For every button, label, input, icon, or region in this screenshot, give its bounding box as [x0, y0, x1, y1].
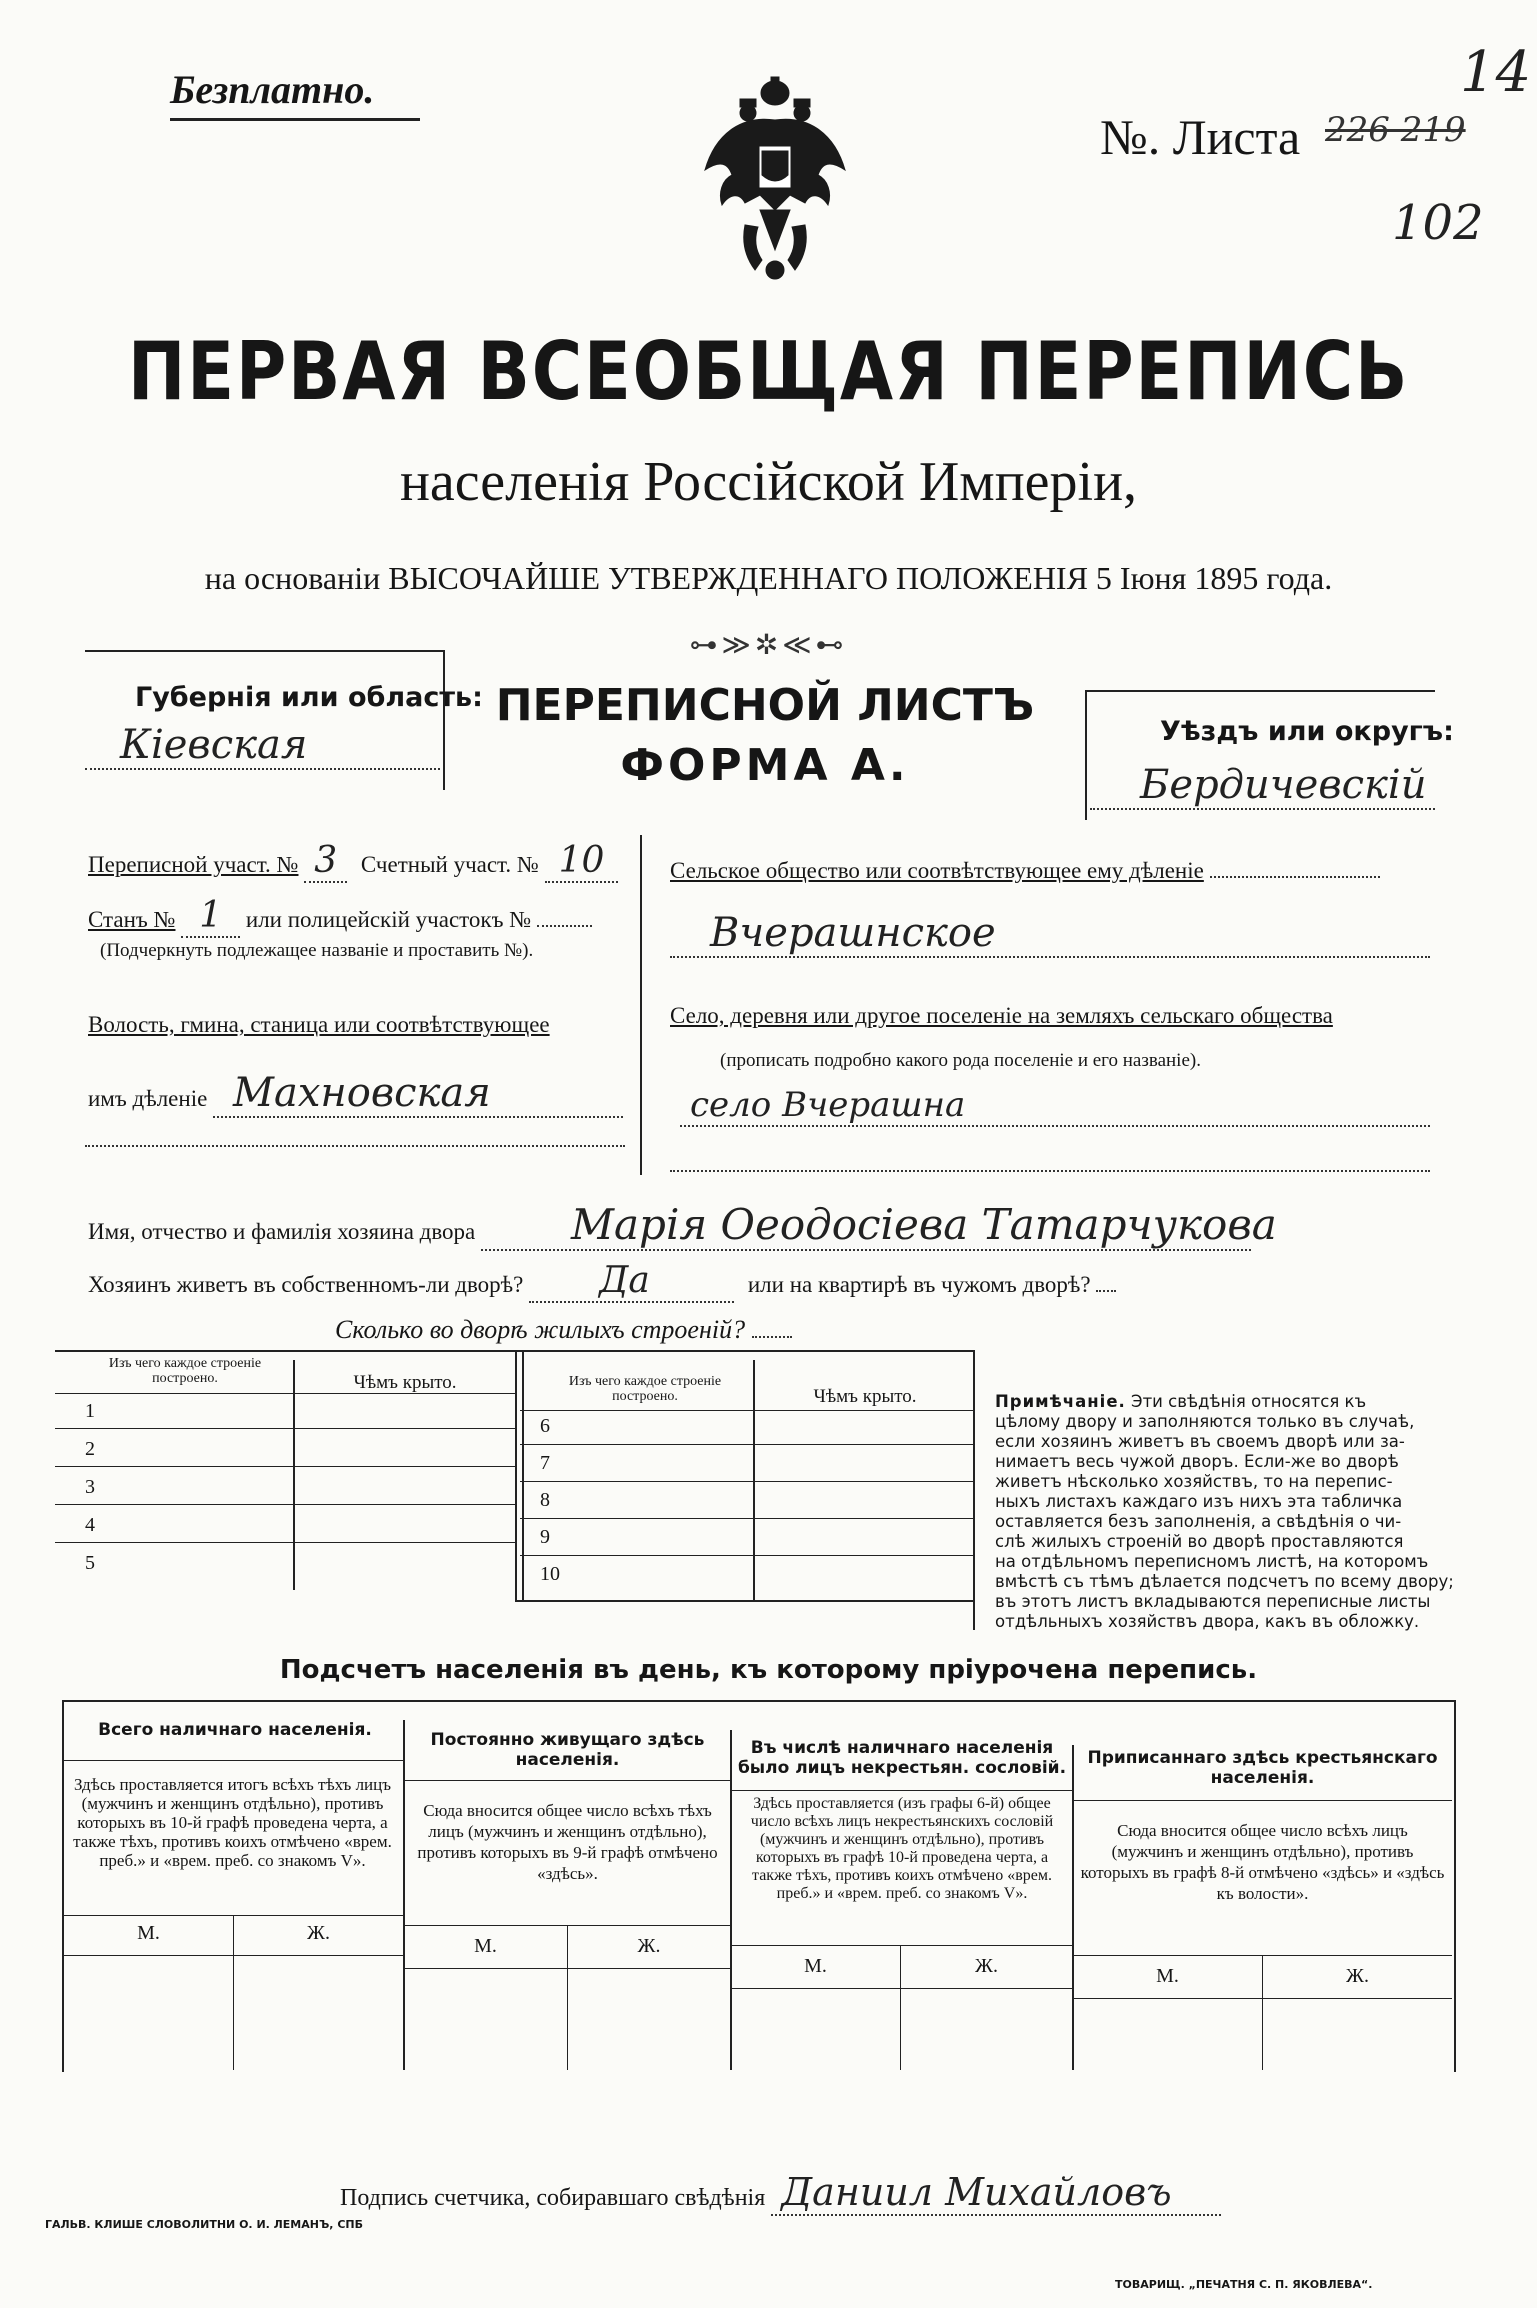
police-label: или полицейскій участокъ №	[245, 907, 532, 932]
free-of-charge-label: Безплатно.	[170, 67, 375, 112]
village-dotted-line-2	[670, 1170, 1430, 1172]
count-col-desc: Сюда вносится общее число всѣхъ лицъ (мужчинъ и женщинъ отдѣльно), противъ которыхъ въ графѣ 8-й отмѣчено «здѣсь» и «здѣсь къ волости».	[1080, 1821, 1445, 1903]
count-head-rule	[404, 1780, 730, 1781]
society-row	[670, 858, 1380, 884]
buildings-table-double-divider	[515, 1350, 524, 1600]
count-m-label: М.	[1156, 1965, 1179, 1987]
owner-residence-row	[88, 1260, 1116, 1303]
count-f-label: Ж.	[975, 1955, 998, 1977]
gubernia-label: Губернія или область:	[135, 682, 483, 713]
table-row: 4	[85, 1514, 95, 1536]
remark-line: на отдѣльномъ переписномъ листѣ, на которомъ	[995, 1552, 1429, 1571]
count-title: Подсчетъ населенія въ день, къ которому пріурочена перепись.	[279, 1655, 1258, 1685]
count-col-divider-1	[403, 1720, 405, 2070]
signature-row	[340, 2170, 1221, 2216]
corner-mark: 14	[1460, 40, 1532, 105]
count-mf-rule	[404, 1968, 730, 1969]
remark-line: слѣ жилыхъ строеній во дворѣ проставляются	[995, 1532, 1404, 1551]
row-rule	[55, 1504, 515, 1505]
table-row: 8	[540, 1489, 550, 1511]
left-header-rule	[55, 1393, 515, 1394]
count-col-head: Постоянно живущаго здѣсь населенія.	[430, 1730, 705, 1770]
census-subtitle: населенія Россійской Имперіи,	[399, 451, 1138, 513]
count-col-head: Въ числѣ наличнаго населенія было лицъ некрестьян. сословій.	[737, 1738, 1067, 1778]
remark-line: нимаетъ весь чужой дворъ. Если-же во дворѣ	[995, 1452, 1399, 1471]
right-header-rule	[520, 1410, 973, 1411]
gubernia-value: Кіевская	[120, 722, 308, 768]
remark-lead: Примѣчаніе.	[995, 1392, 1126, 1411]
owner-name-label: Имя, отчество и фамилія хозяина двора	[88, 1219, 476, 1244]
count-head-rule	[64, 1760, 403, 1761]
census-district-row	[88, 840, 618, 881]
row-rule	[55, 1466, 515, 1467]
buildings-row	[335, 1315, 792, 1345]
count-col-head: Всего наличнаго населенія.	[98, 1720, 372, 1740]
form-title-2: ФОРМА А.	[620, 740, 910, 791]
gubernia-dotted-line	[85, 768, 440, 770]
census-district-value: 3	[304, 840, 347, 883]
row-rule	[520, 1444, 973, 1445]
buildings-table-right	[973, 1350, 975, 1630]
row-rule	[520, 1555, 973, 1556]
count-district-value: 10	[545, 840, 619, 883]
sheet-number-label: №. Листа	[1100, 109, 1301, 165]
signature-label: Подпись счетчика, собиравшаго свѣдѣнія	[340, 2185, 766, 2211]
volost-dotted-line-2	[85, 1145, 625, 1147]
society-value: Вчерашнское	[670, 910, 1430, 958]
count-col-head: Приписаннаго здѣсь крестьянскаго населенія.	[1087, 1748, 1438, 1788]
count-f-label: Ж.	[1346, 1965, 1369, 1987]
remark-line: ныхъ листахъ каждаго изъ нихъ эта табличка	[995, 1492, 1403, 1511]
count-m-label: М.	[804, 1955, 827, 1977]
count-col-divider-2	[730, 1730, 732, 2070]
society-dotted-line	[1210, 876, 1380, 878]
uezd-dotted-line	[1090, 808, 1435, 810]
underline-note: (Подчеркнуть подлежащее названіе и проставить №).	[100, 940, 534, 961]
own-yard-label: Хозяинъ живетъ въ собственномъ-ли дворѣ?	[88, 1272, 524, 1297]
buildings-table-bottom	[515, 1600, 975, 1602]
corner-number: 102	[1392, 195, 1484, 251]
remark-line: цѣлому двору и заполняются только въ случаѣ,	[995, 1412, 1415, 1431]
row-rule	[520, 1481, 973, 1482]
gubernia-box-top	[85, 650, 445, 652]
volost-value: Махновская	[213, 1070, 623, 1118]
count-head-rule	[731, 1790, 1072, 1791]
buildings-dotted	[752, 1336, 792, 1338]
count-m-label: М.	[137, 1922, 160, 1944]
count-col-desc: Здѣсь проставляется итогъ всѣхъ тѣхъ лицъ (мужчинъ и женщинъ отдѣльно), противъ которыхъ въ 10-й графѣ проведена черта, а также тѣхъ, противъ коихъ отмѣчено «врем. преб.» и «врем. преб. со знакомъ V».	[73, 1775, 392, 1870]
count-col-divider-3	[1072, 1745, 1074, 2070]
row-rule	[520, 1518, 973, 1519]
count-f-label: Ж.	[637, 1935, 661, 1957]
sheet-number-handwritten: 226 219	[1325, 110, 1466, 150]
table-row: 9	[540, 1526, 550, 1548]
remark-line: оставляется безъ заполненія, а свѣдѣнія о чи-	[995, 1512, 1402, 1531]
remark-line: если хозяинъ живетъ въ своемъ дворѣ или за-	[995, 1432, 1405, 1451]
col-roof-left: Чѣмъ крыто.	[353, 1372, 457, 1393]
volost-row	[88, 1070, 623, 1118]
uezd-value: Бердичевскій	[1140, 762, 1427, 808]
stan-row	[88, 895, 592, 936]
owner-name-row	[88, 1200, 1277, 1251]
police-dotted-line	[537, 925, 592, 927]
society-label: Сельское общество или соотвѣтствующее ему дѣленіе	[670, 858, 1204, 883]
remark-line: Эти свѣдѣнія относятся къ	[1131, 1392, 1367, 1411]
remark-block	[995, 1392, 1454, 1632]
col-material-right: Изъ чего каждое строеніе построено.	[568, 1374, 722, 1404]
printer-left: ГАЛЬВ. КЛИШЕ СЛОВОЛИТНИ О. И. ЛЕМАНЪ, СПБ	[45, 2218, 363, 2231]
row-rule	[55, 1428, 515, 1429]
table-row: 5	[85, 1552, 95, 1574]
free-underline	[170, 118, 420, 121]
ornament-divider: ⊶≫✲≪⊷	[689, 628, 848, 661]
section-divider	[640, 835, 642, 1175]
uezd-box-left	[1085, 690, 1087, 820]
count-col-desc: Сюда вносится общее число всѣхъ тѣхъ лицъ (мужчинъ и женщинъ отдѣльно), противъ которыхъ въ 9-й графѣ отмѣчено «здѣсь».	[417, 1801, 718, 1883]
uezd-label: Уѣздъ или округъ:	[1160, 716, 1454, 747]
remark-line: живетъ нѣсколько хозяйствъ, то на перепис-	[995, 1472, 1393, 1491]
volost-label: Волость, гмина, станица или соотвѣтствующее	[88, 1012, 550, 1037]
count-head-rule	[1073, 1800, 1452, 1801]
rented-yard-dotted	[1096, 1290, 1116, 1292]
printer-right: ТОВАРИЩ. „ПЕЧАТНЯ С. П. ЯКОВЛЕВА“.	[1115, 2278, 1373, 2291]
stan-value: 1	[181, 895, 240, 938]
stan-label: Станъ №	[88, 907, 176, 932]
owner-name-value: Марія Оеодосіева Татарчукова	[481, 1200, 1251, 1251]
buildings-right-col-divider	[753, 1360, 755, 1600]
village-note: (прописать подробно какого рода поселеніе и его названіе).	[720, 1050, 1201, 1071]
table-row: 1	[85, 1400, 95, 1422]
remark-line: въ этотъ листъ вкладываются переписные листы	[995, 1592, 1431, 1611]
form-title-1: ПЕРЕПИСНОЙ ЛИСТЪ	[495, 680, 1035, 731]
table-row: 2	[85, 1438, 95, 1460]
count-mf-rule	[1073, 1998, 1452, 1999]
census-district-label: Переписной участ. №	[88, 852, 299, 877]
imperial-eagle-emblem-icon	[700, 75, 850, 290]
table-row: 7	[540, 1452, 550, 1474]
volost-label-2: имъ дѣленіе	[88, 1086, 208, 1111]
table-row: 6	[540, 1415, 550, 1437]
count-col-desc: Здѣсь проставляется (изъ графы 6-й) общее число всѣхъ лицъ некрестьянскихъ сословій (мужчинъ и женщинъ отдѣльно), противъ которыхъ въ графѣ 10-й проведена черта, а также тѣхъ, противъ коихъ отмѣчено «врем. преб.» и «врем. преб. со знакомъ V».	[750, 1795, 1054, 1902]
rented-yard-label: или на квартирѣ въ чужомъ дворѣ?	[747, 1272, 1091, 1297]
buildings-left-col-divider	[293, 1360, 295, 1590]
own-yard-value: Да	[529, 1260, 734, 1303]
col-material-left: Изъ чего каждое строеніе построено.	[108, 1356, 262, 1386]
uezd-box-top	[1085, 690, 1435, 692]
signature-value: Даниил Михайловъ	[771, 2170, 1221, 2216]
remark-line: вмѣстѣ съ тѣмъ дѣлается подсчетъ по всему двору;	[995, 1572, 1454, 1591]
table-row: 10	[540, 1563, 560, 1585]
count-mf-rule	[64, 1955, 403, 1956]
count-district-label: Счетный участ. №	[360, 852, 539, 877]
remark-line: отдѣльныхъ хозяйствъ двора, какъ въ обложку.	[995, 1612, 1420, 1631]
census-title: ПЕРВАЯ ВСЕОБЩАЯ ПЕРЕПИСЬ	[127, 325, 1410, 418]
buildings-label: Сколько во дворѣ жилыхъ строеній?	[335, 1315, 746, 1344]
count-desc-rule	[731, 1945, 1072, 1946]
table-row: 3	[85, 1476, 95, 1498]
village-label: Село, деревня или другое поселеніе на земляхъ сельскаго общества	[670, 1003, 1333, 1028]
count-mf-rule	[731, 1988, 1072, 1989]
count-m-label: М.	[474, 1935, 497, 1957]
village-value: село Вчерашна	[680, 1085, 1430, 1127]
col-roof-right: Чѣмъ крыто.	[813, 1386, 917, 1407]
legal-basis: на основаніи ВЫСОЧАЙШЕ УТВЕРЖДЕННАГО ПОЛОЖЕНІЯ 5 Іюня 1895 года.	[204, 560, 1333, 596]
count-f-label: Ж.	[307, 1922, 330, 1944]
row-rule	[55, 1542, 515, 1543]
